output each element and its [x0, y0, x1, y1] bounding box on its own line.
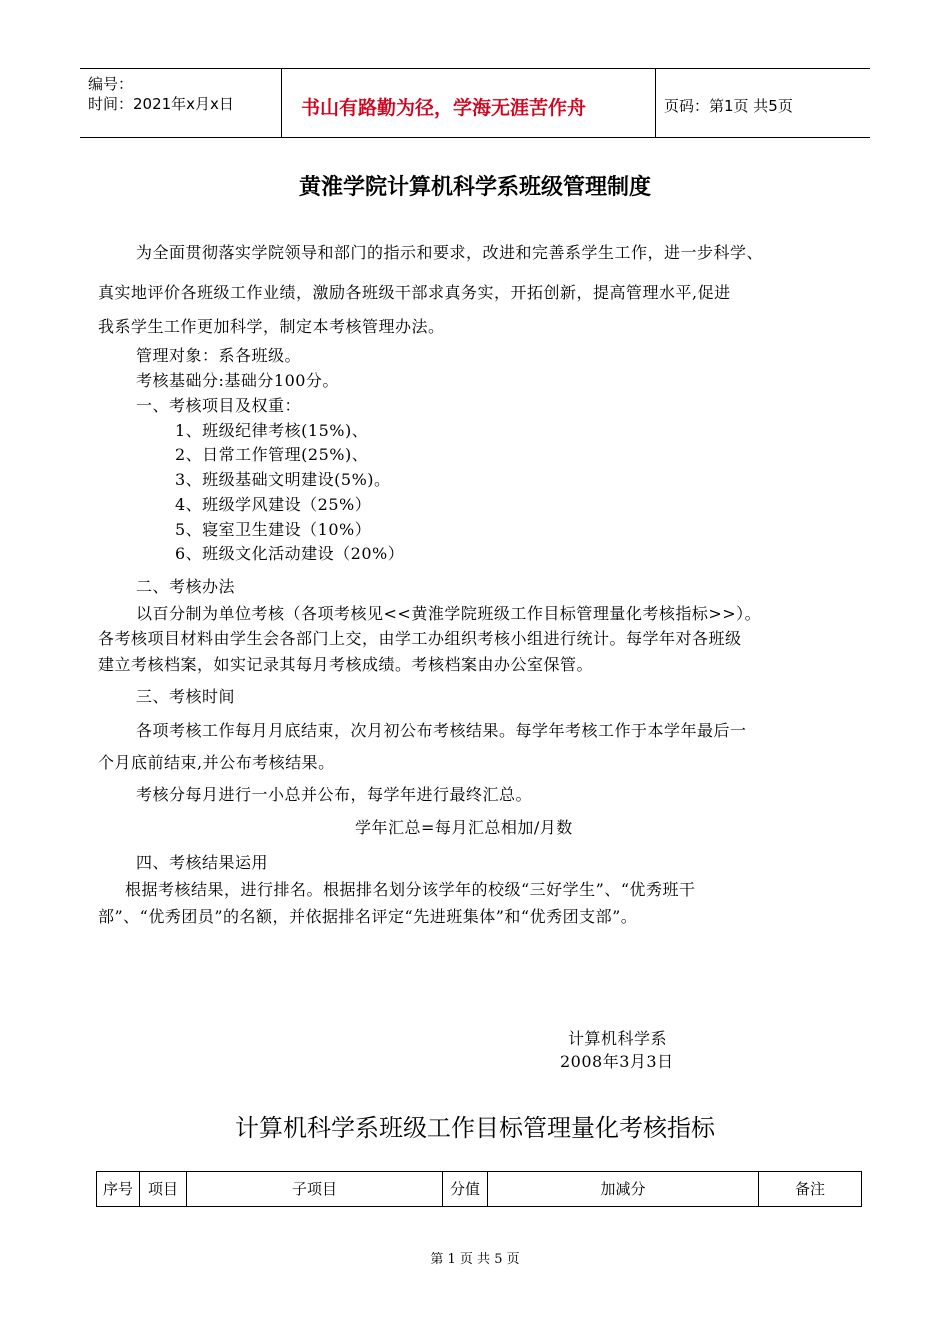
- section4-line: 部”、“优秀团员”的名额，并依据排名评定“先进班集体”和“优秀团支部”。: [98, 907, 638, 926]
- header-divider: [281, 69, 282, 137]
- signature-dept: 计算机科学系: [568, 1029, 668, 1048]
- table-header-cell: 项目: [140, 1172, 187, 1206]
- list-item: 1、班级纪律考核(15%)、: [175, 421, 369, 440]
- intro-line: 为全面贯彻落实学院领导和部门的指示和要求，改进和完善系学生工作，进一步科学、: [136, 243, 764, 262]
- section1-heading: 一、考核项目及权重：: [136, 396, 302, 415]
- list-item: 6、班级文化活动建设（20%）: [175, 544, 405, 563]
- doc-number-label: 编号：: [88, 75, 134, 93]
- section3-line: 各项考核工作每月月底结束，次月初公布考核结果。每学年考核工作于本学年最后一: [136, 721, 747, 740]
- section2-line: 建立考核档案，如实记录其每月考核成绩。考核档案由办公室保管。: [98, 655, 594, 674]
- intro-line: 真实地评价各班级工作业绩，激励各班级干部求真务实，开拓创新，提高管理水平,促进: [98, 283, 731, 302]
- base-score: 考核基础分:基础分100分。: [136, 371, 339, 390]
- intro-line: 我系学生工作更加科学，制定本考核管理办法。: [98, 317, 445, 336]
- section4-heading: 四、考核结果运用: [136, 853, 269, 872]
- summary-formula: 学年汇总=每月汇总相加/月数: [355, 818, 573, 837]
- table-title: 计算机科学系班级工作目标管理量化考核指标: [235, 1114, 715, 1142]
- list-item: 2、日常工作管理(25%)、: [175, 445, 369, 464]
- table-header-cell: 加减分: [488, 1172, 759, 1206]
- page-header: [80, 68, 870, 138]
- header-motto: 书山有路勤为径，学海无涯苦作舟: [301, 97, 587, 119]
- section2-heading: 二、考核办法: [136, 577, 236, 596]
- list-item: 5、寝室卫生建设（10%）: [175, 520, 372, 539]
- section3-summary: 考核分每月进行一小总并公布，每学年进行最终汇总。: [136, 785, 533, 804]
- table-header-cell: 序号: [97, 1172, 140, 1206]
- section2-line: 以百分制为单位考核（各项考核见<<黄淮学院班级工作目标管理量化考核指标>>）。: [136, 604, 762, 623]
- list-item: 4、班级学风建设（25%）: [175, 495, 372, 514]
- doc-title: 黄淮学院计算机科学系班级管理制度: [298, 175, 651, 200]
- page-number-label: 页码：第1页 共5页: [664, 97, 793, 115]
- management-target: 管理对象：系各班级。: [136, 346, 302, 365]
- signature-date: 2008年3月3日: [560, 1052, 674, 1071]
- page-footer: 第 1 页 共 5 页: [430, 1252, 520, 1267]
- table-header-cell: 子项目: [187, 1172, 443, 1206]
- table-header-cell: 备注: [794, 1180, 825, 1198]
- section3-line: 个月底前结束,并公布考核结果。: [98, 753, 335, 772]
- assessment-table-header: [96, 1171, 862, 1207]
- section4-line: 根据考核结果，进行排名。根据排名划分该学年的校级“三好学生”、“优秀班干: [125, 880, 696, 899]
- header-divider: [655, 69, 656, 137]
- section2-line: 各考核项目材料由学生会各部门上交，由学工办组织考核小组进行统计。每学年对各班级: [98, 629, 742, 648]
- doc-time-label: 时间：2021年x月x日: [88, 95, 234, 113]
- list-item: 3、班级基础文明建设(5%)。: [175, 470, 391, 489]
- section3-heading: 三、考核时间: [136, 687, 236, 706]
- table-header-cell: 分值: [443, 1172, 488, 1206]
